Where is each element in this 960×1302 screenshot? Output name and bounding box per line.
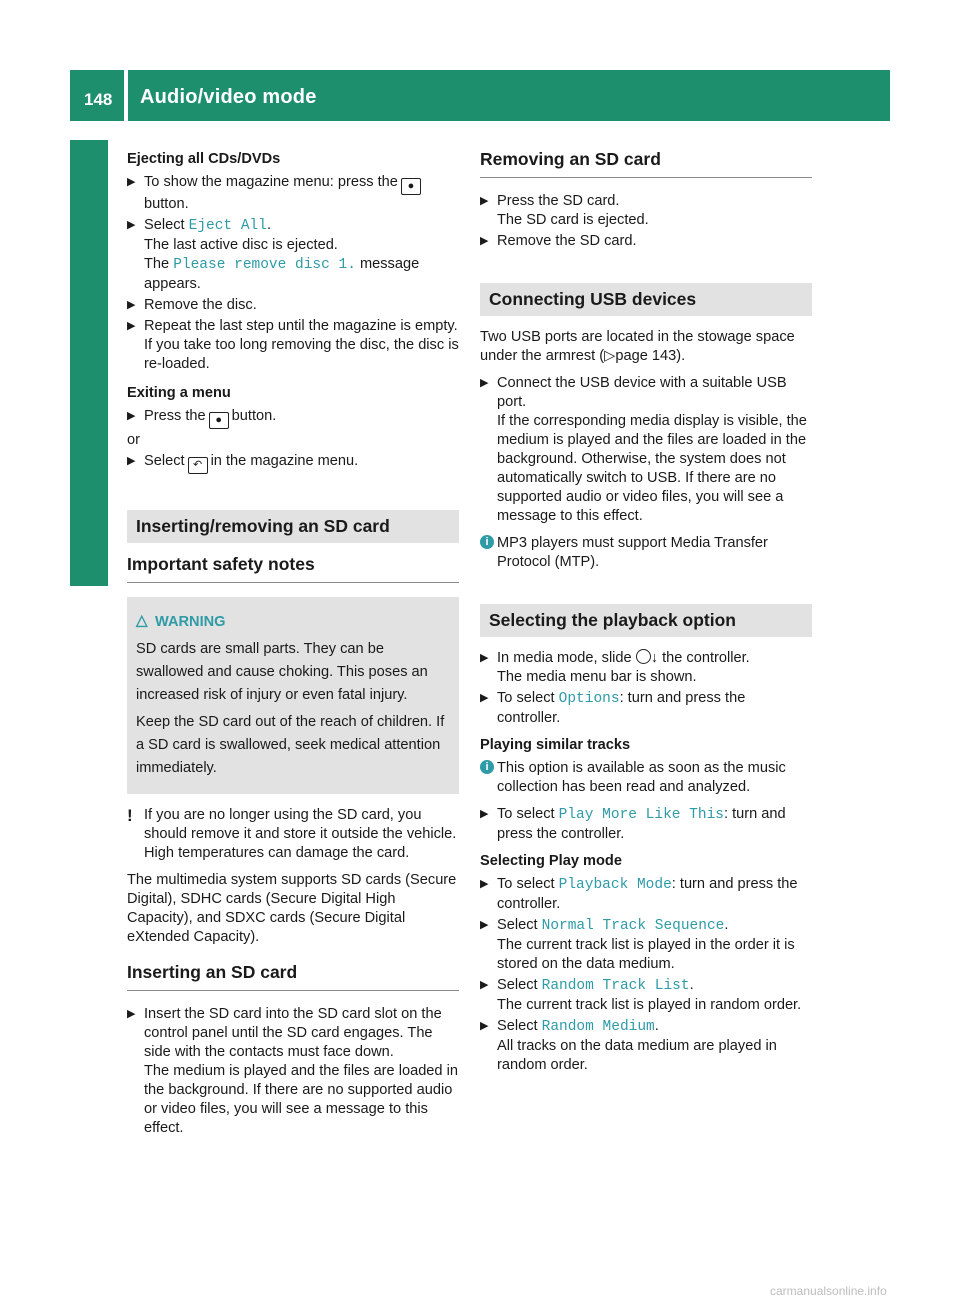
info-note: i MP3 players must support Media Transfer Protocol (MTP). — [480, 534, 812, 572]
list-item: ▶ Select ↶ in the magazine menu. — [127, 452, 459, 474]
list-item: ▶ Press the ● button. — [127, 407, 459, 429]
list-item: ▶ To show the magazine menu: press the ● button. — [127, 173, 459, 214]
list-item: ▶ Repeat the last step until the magazine is empty. If you take too long removing the disc, the disc is re-loaded. — [127, 317, 459, 374]
exclamation-icon: ! — [127, 806, 133, 825]
play-mode-heading: Selecting Play mode — [480, 853, 622, 869]
support-text: The multimedia system supports SD cards (Secure Digital), SDHC cards (Secure Digital High Capacity), and SDXC cards (Secure Digital eXtended Capacity). — [127, 872, 457, 945]
similar-heading: Playing similar tracks — [480, 737, 631, 753]
info-icon: i — [480, 760, 494, 774]
code-random-track: Random Track List — [541, 978, 690, 994]
side-tab-label: Media — [75, 494, 101, 558]
media-button-icon: ● — [401, 178, 421, 195]
usb-text: Two USB ports are located in the stowage space under the armrest (▷page 143). — [480, 329, 795, 364]
warning-title: △ WARNING — [155, 611, 449, 634]
page-number: 148 — [84, 90, 113, 109]
exit-menu-heading: Exiting a menu — [127, 385, 231, 401]
header-divider — [124, 70, 128, 121]
section-heading-usb: Connecting USB devices — [480, 283, 812, 316]
warning-text-2: Keep the SD card out of the reach of children. If a SD card is swallowed, seek medical attention immediately. — [136, 714, 445, 776]
controller-icon — [636, 649, 651, 664]
left-column — [127, 150, 459, 1140]
code-options: Options — [558, 691, 620, 707]
page-title: Audio/video mode — [140, 86, 317, 108]
list-item: ▶ Remove the SD card. — [480, 232, 812, 251]
page-ref-icon: ▷ — [604, 348, 616, 364]
code-normal-track: Normal Track Sequence — [541, 918, 725, 934]
inserting-heading: Inserting an SD card — [127, 963, 459, 991]
code-please-remove: Please remove disc 1. — [173, 257, 356, 273]
media-button-icon: ● — [209, 412, 229, 429]
list-item: ▶ Select Eject All. The last active disc is ejected. The Please remove disc 1. message appears. — [127, 216, 459, 294]
list-item: ▶ In media mode, slide ↓ the controller. The media menu bar is shown. — [480, 649, 812, 687]
removing-heading: Removing an SD card — [480, 150, 812, 178]
code-playback-mode: Playback Mode — [558, 877, 672, 893]
list-item: ▶ Insert the SD card into the SD card slot on the control panel until the SD card engages. The side with the contacts must face down. The medium is played and the files are loaded in the background. If there are no supported audio or video files, you will see a message to this effect. — [127, 1005, 459, 1138]
list-item: ▶ To select Play More Like This: turn and press the controller. — [480, 805, 812, 844]
safety-heading: Important safety notes — [127, 555, 459, 583]
warning-icon: △ — [136, 612, 148, 629]
list-item: ▶ Remove the disc. — [127, 296, 459, 315]
code-eject-all: Eject All — [188, 218, 267, 234]
info-note: i This option is available as soon as the music collection has been read and analyzed. — [480, 759, 812, 797]
list-item: ▶ Select Random Medium. All tracks on the data medium are played in random order. — [480, 1017, 812, 1075]
list-item: ▶ To select Playback Mode: turn and press the controller. — [480, 875, 812, 914]
warning-box — [127, 597, 459, 794]
warning-text-1: SD cards are small parts. They can be swallowed and cause choking. This poses an increased risk of injury or even fatal injury. — [136, 641, 428, 703]
list-item: ▶ Select Normal Track Sequence. The current track list is played in the order it is stored on the data medium. — [480, 916, 812, 974]
section-heading-sd: Inserting/removing an SD card — [127, 510, 459, 543]
list-item: ▶ Connect the USB device with a suitable USB port. If the corresponding media display is visible, the medium is played and the files are loaded in the background. Otherwise, the system does not automatically switch to USB. If there are no supported audio or video files, you will see a message to this effect. — [480, 374, 812, 526]
or-text: or — [127, 432, 140, 448]
list-item: ▶ To select Options: turn and press the controller. — [480, 689, 812, 728]
code-play-more: Play More Like This — [558, 807, 724, 823]
eject-all-heading: Ejecting all CDs/DVDs — [127, 151, 281, 167]
section-heading-playback: Selecting the playback option — [480, 604, 812, 637]
list-item: ▶ Press the SD card. The SD card is ejected. — [480, 192, 812, 230]
back-icon: ↶ — [188, 457, 208, 474]
code-random-medium: Random Medium — [541, 1019, 655, 1035]
info-icon: i — [480, 535, 494, 549]
watermark: carmanualsonline.info — [770, 1284, 887, 1298]
caution-note: ! If you are no longer using the SD card, you should remove it and store it outside the vehicle. High temperatures can damage the card. — [127, 806, 457, 861]
right-column — [480, 150, 812, 1077]
list-item: ▶ Select Random Track List. The current track list is played in random order. — [480, 976, 812, 1015]
